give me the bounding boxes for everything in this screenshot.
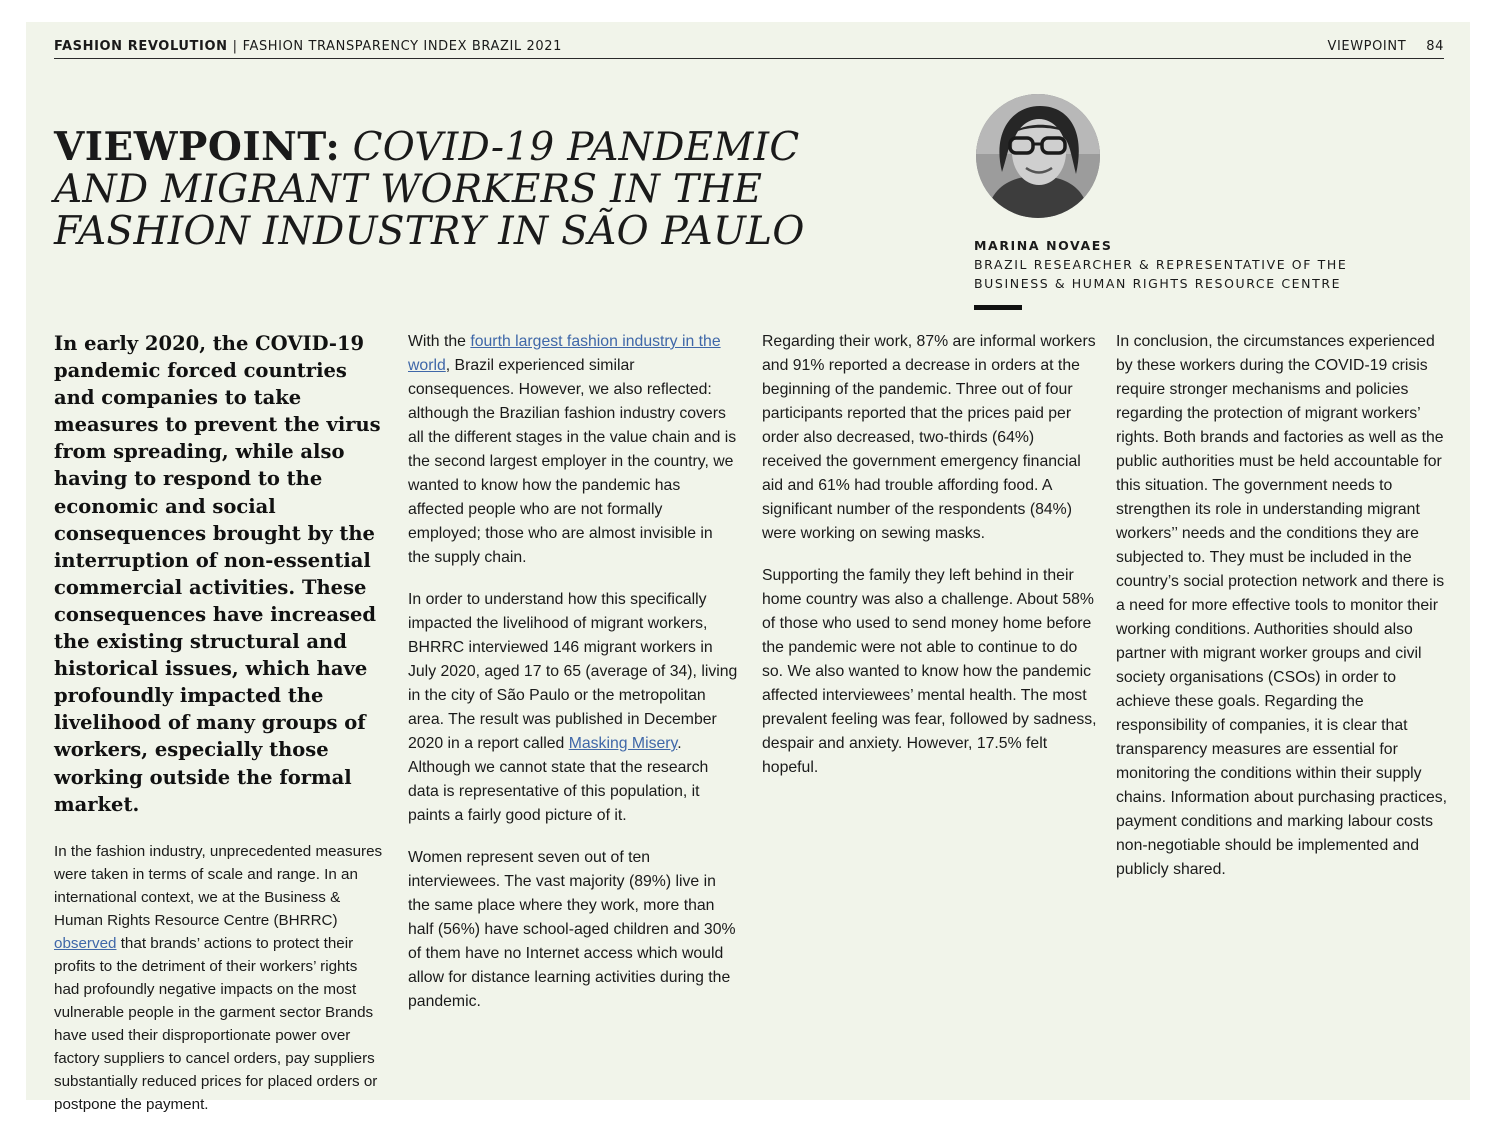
header-right <box>1327 39 1444 54</box>
author-block <box>974 236 1374 310</box>
col3-paragraph-1: Regarding their work, 87% are informal workers and 91% reported a decrease in orders at the beginning of the pandemic. Three out of four participants reported that the prices paid per order also decreased, two-thirds (64%) received the government emergency financial aid and 61% had trouble affording food. A significant number of the respondents (84%) were working on sewing masks. <box>762 333 1096 542</box>
masking-misery-link[interactable]: Masking Misery <box>568 735 678 752</box>
author-photo <box>976 94 1100 218</box>
header-left <box>54 39 562 54</box>
column-3 <box>762 330 1098 798</box>
page-title <box>54 126 834 253</box>
author-rule <box>974 305 1022 310</box>
col2-p2-text-before: In order to understand how this specifically impacted the livelihood of migrant workers, BHRRC interviewed 146 migrant workers in July 2020, aged 17 to 65 (average of 34), living in the city of São Paulo or the metropolitan area. The result was published in December 2020 in a report called <box>408 591 738 752</box>
col2-paragraph-2 <box>408 588 738 828</box>
author-name: MARINA NOVAES <box>974 238 1113 253</box>
page-number: 84 <box>1426 39 1444 54</box>
col3-paragraph-2: Supporting the family they left behind in their home country was also a challenge. About 58% of those who used to send money home before the pandemic were not able to continue to do so. We also wanted to know how the pandemic affected interviewees’ mental health. The most prevalent feeling was fear, followed by sadness, despair and anxiety. However, 17.5% felt hopeful. <box>762 567 1097 776</box>
observed-link[interactable]: observed <box>54 934 117 952</box>
col4-paragraph-1: In conclusion, the circumstances experienced by these workers during the COVID-19 crisis require stronger mechanisms and policies regarding the protection of migrant workers’ rights. Both brands and factories as well as the public authorities must be held accountable for this situation. The government needs to strengthen its role in understanding migrant workers’’ needs and the conditions they are subjected to. They must be included in the country’s social protection network and there is a need for more effective tools to monitor their working conditions. Authorities should also partner with migrant worker groups and civil society organisations (CSOs) in order to achieve these goals. Regarding the responsibility of companies, it is clear that transparency measures are essential for monitoring the conditions within their supply chains. Information about purchasing practices, payment conditions and marking labour costs non-negotiable should be implemented and publicly shared. <box>1116 333 1448 878</box>
col1-p1-text-after: that brands’ actions to protect their profits to the detriment of their workers’ rights had profoundly negative impacts on the most vulnerable people in the garment sector Brands have used their disproportionate power over factory suppliers to cancel orders, pay suppliers substantially reduced prices for placed orders or postpone the payment. <box>54 934 378 1113</box>
intro-paragraph: In early 2020, the COVID-19 pandemic forced countries and companies to take measures to prevent the virus from spreading, while also having to respond to the economic and social consequences brought by the interruption of non-essential commercial activities. These consequences have increased the existing structural and historical issues, which have profoundly impacted the livelihood of many groups of workers, especially those working outside the formal market. <box>54 332 381 816</box>
col1-p1-text-before: In the fashion industry, unprecedented measures were taken in terms of scale and range. In an international context, we at the Business & Human Rights Resource Centre (BHRRC) <box>54 842 383 929</box>
col2-p1-text-before: With the <box>408 333 471 350</box>
header-section: VIEWPOINT <box>1327 39 1407 54</box>
title-lead: VIEWPOINT: <box>54 124 341 170</box>
running-header <box>54 36 1444 59</box>
column-2 <box>408 330 738 1032</box>
author-role-line1: BRAZIL RESEARCHER & REPRESENTATIVE OF THE <box>974 257 1348 272</box>
col2-paragraph-3: Women represent seven out of ten interviewees. The vast majority (89%) live in the same place where they work, more than half (56%) have school-aged children and 30% of them have no Internet access which would allow for distance learning activities during the pandemic. <box>408 849 736 1010</box>
col2-paragraph-1 <box>408 330 738 570</box>
col2-p1-text-after: , Brazil experienced similar consequences. However, we also reflected: although the Brazilian fashion industry covers all the different stages in the value chain and is the second largest employer in the country, we wanted to know how the pandemic has affected people who are not formally employed; those who are almost invisible in the supply chain. <box>408 357 737 566</box>
fashion-industry-link[interactable]: fourth largest fashion industry in the world <box>408 333 721 374</box>
header-publication: FASHION TRANSPARENCY INDEX BRAZIL 2021 <box>242 39 562 54</box>
title-rest: COVID-19 PANDEMIC AND MIGRANT WORKERS IN THE FASHION INDUSTRY IN SÃO PAULO <box>54 125 805 254</box>
column-4 <box>1116 330 1452 900</box>
header-separator: | <box>232 39 238 54</box>
column-1 <box>54 330 384 1134</box>
col2-p2-text-after: . Although we cannot state that the research data is representative of this population, it paints a fairly good picture of it. <box>408 735 709 824</box>
author-role-line2: BUSINESS & HUMAN RIGHTS RESOURCE CENTRE <box>974 276 1342 291</box>
page <box>26 22 1470 1113</box>
header-brand: FASHION REVOLUTION <box>54 39 228 54</box>
col1-paragraph-1 <box>54 840 384 1116</box>
author-portrait-image <box>976 94 1100 218</box>
